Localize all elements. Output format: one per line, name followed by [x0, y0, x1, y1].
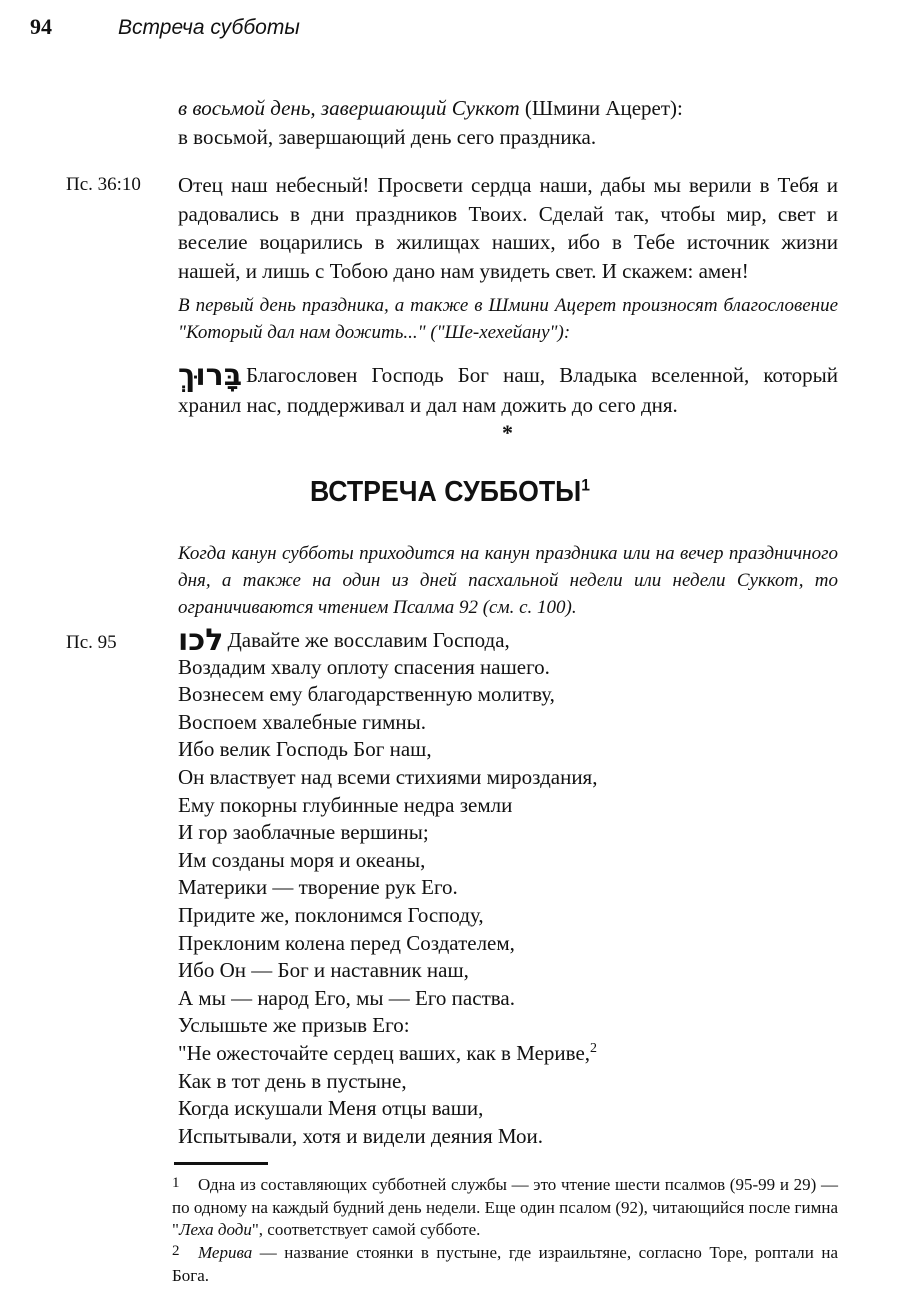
page-number: 94 [30, 14, 52, 39]
margin-ref-ps95: Пс. 95 [66, 632, 117, 653]
footnote-2-text: — название стоянки в пустыне, где израильтяне, согласно Торе, роптали на Бога. [172, 1243, 838, 1285]
psalm-line: Ибо велик Господь Бог наш, [178, 737, 432, 762]
footnote-mark-1: 1 [581, 475, 590, 495]
psalm-line: Вознесем ему благодарственную молитву, [178, 682, 555, 707]
psalm-line: Им созданы моря и океаны, [178, 847, 426, 872]
shehecheyanu-instruction: В первый день праздника, а также в Шмини Ацерет произносят благословение "Который дал нам дожить..." ("Ше-хехейану"): [178, 295, 838, 343]
section-title [36, 476, 864, 509]
psalm-line: Когда искушали Меня отцы ваши, [178, 1096, 484, 1121]
footnote-2-number: 2 [172, 1243, 180, 1259]
hebrew-lechu: לכו [178, 623, 224, 658]
shmini-atzeret-line [178, 94, 838, 123]
section-separator: * [502, 420, 513, 445]
psalm-line [178, 1040, 858, 1068]
psalm-95 [178, 623, 858, 1150]
footnote-1 [172, 1172, 838, 1242]
footnote-1-number: 1 [172, 1175, 180, 1191]
footnote-2 [172, 1240, 838, 1287]
footnote-2-italic: Мерива [198, 1243, 253, 1262]
footnote-1-text-a: Одна из составляющих субботней службы — это чтение шести псалмов (95-99 и 29) — по одному на каждый будний день недели. Еще один псалом (92), читающийся после гимна " [172, 1175, 838, 1239]
psalm-line: Материки — творение рук Его. [178, 875, 458, 900]
psalm-first-line: Давайте же восславим Господа, [227, 628, 510, 652]
psalm-line: Придите же, поклонимся Господу, [178, 902, 484, 927]
footnote-mark-2: 2 [590, 1040, 598, 1056]
prayer-paragraph: Отец наш небесный! Просвети сердца наши, дабы мы верили в Тебя и радовались в дни праздников Твоих. Сделай так, чтобы мир, свет и веселие воцарились в жилищах наших, ибо в Тебе источник жизни нашей, и лишь с Тобою дано нам увидеть свет. И скажем: амен! [178, 173, 838, 283]
shehecheyanu-blessing [178, 358, 838, 420]
shmini-italic: в восьмой день, завершающий Суккот [178, 96, 520, 120]
psalm-line: Как в тот день в пустыне, [178, 1068, 407, 1093]
margin-ref-ps36: Пс. 36:10 [66, 174, 141, 195]
shmini-paren: (Шмини Ацерет): [519, 96, 683, 120]
running-title: Встреча субботы [118, 16, 300, 39]
psalm-line: Ему покорны глубинные недра земли [178, 792, 513, 817]
footnote-1-text-b: ", соответствует самой субботе. [251, 1220, 481, 1239]
psalm-line: А мы — народ Его, мы — Его паства. [178, 985, 515, 1010]
section-instruction: Когда канун субботы приходится на канун праздника или на вечер праздничного дня, а также на один из дней пасхальной недели или недели Суккот, то ограничиваются чтением Псалма 92 (см. с. 100). [178, 543, 838, 618]
shmini-atzeret-line-2: в восьмой, завершающий день сего праздника. [178, 125, 597, 149]
psalm-line [178, 623, 858, 658]
footnote-rule [174, 1162, 268, 1165]
psalm-line: Преклоним колена перед Создателем, [178, 930, 515, 955]
psalm-line: Ибо Он — Бог и наставник наш, [178, 958, 469, 983]
psalm-line: И гор заоблачные вершины; [178, 820, 429, 845]
footnote-1-italic: Леха доди [178, 1220, 252, 1239]
blessing-text: Благословен Господь Бог наш, Владыка вселенной, который хранил нас, поддерживал и дал нам дожить до сего дня. [178, 363, 838, 417]
psalm-line: Он властвует над всеми стихиями мироздания, [178, 764, 598, 789]
hebrew-baruch: בָּרוּךְ [178, 358, 242, 393]
meriva-line-text: "Не ожесточайте сердец ваших, как в Мериве, [178, 1040, 591, 1065]
section-title-text: ВСТРЕЧА СУББОТЫ [310, 476, 582, 508]
psalm-line: Воспоем хвалебные гимны. [178, 709, 426, 734]
psalm-line: Испытывали, хотя и видели деяния Мои. [178, 1123, 544, 1148]
psalm-line: Воздадим хвалу оплоту спасения нашего. [178, 654, 550, 679]
psalm-line: Услышьте же призыв Его: [178, 1013, 410, 1038]
